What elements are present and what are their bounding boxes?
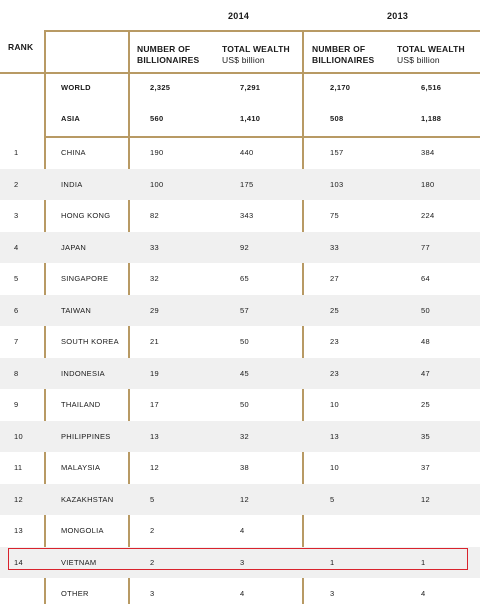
summary-name-cell: WORLD (61, 83, 91, 92)
w2014-cell: 65 (240, 274, 249, 283)
b2014-cell: 21 (150, 337, 159, 346)
rank-cell: 7 (14, 337, 19, 346)
year-2014-header: 2014 (228, 11, 250, 21)
w2013-cell: 12 (421, 494, 430, 504)
year-2013-header: 2013 (387, 11, 409, 21)
b2014-cell: 17 (150, 400, 159, 409)
b2014-cell: 5 (150, 494, 155, 504)
country-cell: PHILIPPINES (61, 431, 111, 441)
w2014-cell: 440 (240, 148, 254, 157)
w2014-cell: 50 (240, 400, 249, 409)
country-cell: VIETNAM (61, 557, 97, 567)
b2014-cell: 2 (150, 557, 155, 567)
country-cell: THAILAND (61, 400, 101, 409)
w2013-cell: 35 (421, 431, 430, 441)
rank-cell: 3 (14, 211, 19, 220)
rank-cell: 2 (14, 179, 19, 189)
country-cell: TAIWAN (61, 305, 92, 315)
b2014-cell: 82 (150, 211, 159, 220)
rank-cell: 6 (14, 305, 19, 315)
w2013-cell: 50 (421, 305, 430, 315)
b2013-cell: 5 (330, 494, 335, 504)
summary-w2014-cell: 1,410 (240, 114, 261, 123)
summary-b2013-cell: 2,170 (330, 83, 351, 92)
header-top-rule (44, 30, 480, 32)
b2013-cell: 157 (330, 148, 344, 157)
country-cell: SINGAPORE (61, 274, 109, 283)
w2014-cell: 4 (240, 589, 245, 598)
w2014-cell: 92 (240, 242, 249, 252)
billionaires-2014-header: NUMBER OF BILLIONAIRES (137, 44, 200, 65)
w2013-cell: 4 (421, 589, 426, 598)
w2014-cell: 4 (240, 526, 245, 535)
b2014-cell: 19 (150, 368, 159, 378)
b2014-cell: 12 (150, 463, 159, 472)
w2013-cell: 25 (421, 400, 430, 409)
country-cell: SOUTH KOREA (61, 337, 119, 346)
w2013-cell: 180 (421, 179, 435, 189)
b2014-cell: 13 (150, 431, 159, 441)
rank-cell: 5 (14, 274, 19, 283)
country-cell: KAZAKHSTAN (61, 494, 114, 504)
header-bottom-rule (0, 72, 480, 74)
w2013-cell: 48 (421, 337, 430, 346)
rank-cell: 11 (14, 463, 23, 472)
rank-cell: 4 (14, 242, 19, 252)
w2013-cell: 384 (421, 148, 435, 157)
summary-name-cell: ASIA (61, 114, 81, 123)
country-cell: OTHER (61, 589, 89, 598)
w2014-cell: 45 (240, 368, 249, 378)
rank-cell: 8 (14, 368, 19, 378)
w2013-cell: 64 (421, 274, 430, 283)
b2014-cell: 3 (150, 589, 155, 598)
w2013-cell: 77 (421, 242, 430, 252)
rank-cell: 9 (14, 400, 19, 409)
b2013-cell: 3 (330, 589, 335, 598)
w2014-cell: 12 (240, 494, 249, 504)
summary-b2014-cell: 2,325 (150, 83, 171, 92)
country-cell: INDIA (61, 179, 83, 189)
b2013-cell: 25 (330, 305, 339, 315)
summary-b2013-cell: 508 (330, 114, 344, 123)
rank-header: RANK (8, 42, 34, 52)
b2014-cell: 29 (150, 305, 159, 315)
b2014-cell: 33 (150, 242, 159, 252)
country-cell: MONGOLIA (61, 526, 104, 535)
w2014-cell: 38 (240, 463, 249, 472)
summary-w2014-cell: 7,291 (240, 83, 261, 92)
w2013-cell: 47 (421, 368, 430, 378)
w2014-cell: 50 (240, 337, 249, 346)
b2013-cell: 10 (330, 463, 339, 472)
w2013-cell: 224 (421, 211, 435, 220)
b2013-cell: 27 (330, 274, 339, 283)
summary-w2013-cell: 1,188 (421, 114, 442, 123)
rank-cell: 14 (14, 557, 23, 567)
w2014-cell: 343 (240, 211, 254, 220)
summary-b2014-cell: 560 (150, 114, 164, 123)
w2014-cell: 3 (240, 557, 245, 567)
w2014-cell: 175 (240, 179, 254, 189)
b2013-cell: 103 (330, 179, 344, 189)
w2014-cell: 57 (240, 305, 249, 315)
b2013-cell: 10 (330, 400, 339, 409)
wealth-2013-header: TOTAL WEALTH US$ billion (397, 44, 465, 65)
country-cell: CHINA (61, 148, 86, 157)
country-cell: HONG KONG (61, 211, 111, 220)
b2014-cell: 32 (150, 274, 159, 283)
b2014-cell: 100 (150, 179, 164, 189)
country-cell: JAPAN (61, 242, 87, 252)
b2013-cell: 23 (330, 368, 339, 378)
w2013-cell: 1 (421, 557, 426, 567)
b2013-cell: 33 (330, 242, 339, 252)
wealth-2014-header: TOTAL WEALTH US$ billion (222, 44, 290, 65)
summary-bottom-rule (44, 136, 480, 138)
b2013-cell: 75 (330, 211, 339, 220)
rank-cell: 12 (14, 494, 23, 504)
country-cell: MALAYSIA (61, 463, 101, 472)
rank-cell: 13 (14, 526, 23, 535)
billionaires-2013-header: NUMBER OF BILLIONAIRES (312, 44, 375, 65)
summary-w2013-cell: 6,516 (421, 83, 442, 92)
country-cell: INDONESIA (61, 368, 105, 378)
highlight-box (8, 548, 468, 570)
b2013-cell: 1 (330, 557, 335, 567)
b2014-cell: 190 (150, 148, 164, 157)
w2013-cell: 37 (421, 463, 430, 472)
b2014-cell: 2 (150, 526, 155, 535)
rank-cell: 10 (14, 431, 23, 441)
b2013-cell: 23 (330, 337, 339, 346)
b2013-cell: 13 (330, 431, 339, 441)
rank-cell: 1 (14, 148, 19, 157)
w2014-cell: 32 (240, 431, 249, 441)
